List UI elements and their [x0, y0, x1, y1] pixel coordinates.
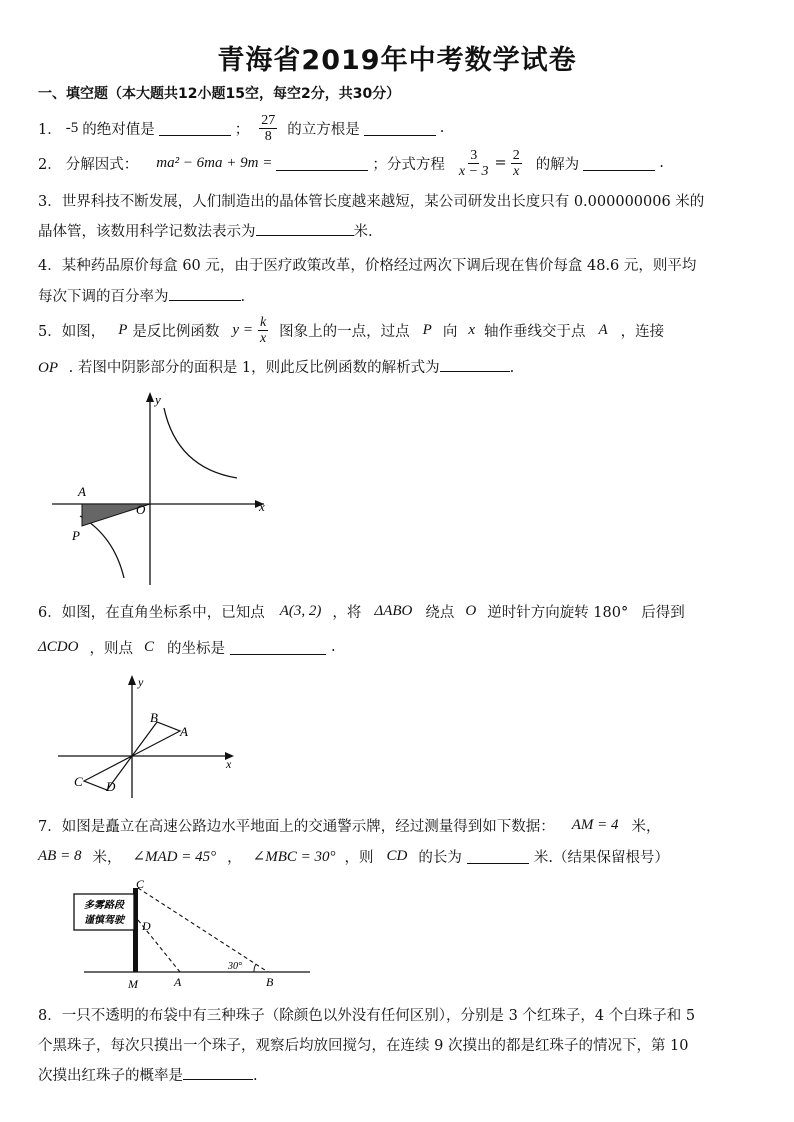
q2-fraction-2: $\frac{2}{x}$ [512, 147, 520, 179]
q6-text-g: 的坐标是 [167, 640, 225, 657]
q6-text-d: 逆时针方向旋转 180° [487, 604, 629, 621]
q8-text: 次摸出红珠子的概率是 [38, 1068, 183, 1084]
question-1 [38, 108, 444, 148]
fig2-label-b: B [150, 710, 158, 725]
fig3-label-c: C [136, 877, 145, 891]
q7-text-a: 7．如图是矗立在高速公路边水平地面上的交通警示牌，经过测量得到如下数据： [38, 818, 555, 835]
q5-end: . [509, 360, 515, 376]
q2-end: . [659, 155, 664, 171]
q5-var-x: x [468, 321, 475, 338]
q5-var-a: A [598, 321, 608, 338]
q3-unit: 米. [353, 224, 373, 240]
q1-number: 1． [38, 121, 62, 138]
fig2-label-c: C [74, 774, 83, 789]
q5-text-g: . 若图中阴影部分的面积是 1，则此反比例函数的解析式为 [68, 360, 440, 376]
q1-sep: ； [234, 121, 250, 138]
q2-text: 分解因式： [65, 156, 139, 173]
q7-blank[interactable] [467, 849, 529, 864]
q1-end: . [439, 120, 445, 136]
q7-text-e: 米.（结果保留根号） [533, 849, 669, 866]
q5-text-c: 图象上的一点，过点 [279, 323, 410, 340]
q2-number: 2． [38, 156, 62, 173]
fig2-label-a: A [180, 724, 188, 739]
q6-text-c: 绕点 [425, 604, 455, 621]
q5-text-d: 向 [442, 323, 458, 340]
q5-fraction: $\frac{k}{x}$ [259, 314, 267, 346]
q2-blank-2[interactable] [583, 156, 655, 171]
q5-var-p: P [118, 321, 128, 338]
section-heading: 一、填空题（本大题共12小题15空，每空2分，共30分） [38, 86, 401, 102]
fig2-label-x: x [226, 757, 232, 771]
q1-text: 的绝对值是 [82, 121, 155, 138]
fig1-label-a: A [78, 484, 86, 499]
q5-var-op: OP [38, 360, 58, 376]
q1-expr: -5 [65, 119, 79, 136]
q3-blank[interactable] [256, 221, 354, 236]
q2-text-2: ；分式方程 [372, 156, 445, 173]
fig1-label-x: x [259, 499, 265, 514]
q5-text-f: ，连接 [620, 323, 665, 340]
q5-line-2 [38, 356, 514, 377]
q3-line-1: 3．世界科技不断发展，人们制造出的晶体管长度越来越短，某公司研发出长度只有 0.000000006 米的 [38, 194, 705, 210]
q7-angle-mbc: ∠MBC = 30° [252, 848, 336, 865]
q8-blank[interactable] [183, 1065, 253, 1080]
q7-cd: CD [386, 847, 408, 864]
q7-unit-1: 米， [631, 818, 661, 835]
fig1-curve-q3 [80, 516, 124, 578]
q5-var-p2: P [422, 321, 432, 338]
q7-sep: ， [227, 849, 242, 866]
fig3-line-cb [138, 888, 268, 972]
figure-rotation [56, 672, 246, 802]
fig2-y-arrow [128, 675, 136, 685]
q6-line-1 [38, 598, 685, 624]
q7-angle-mad: ∠MAD = 45° [132, 848, 217, 865]
q6-text-f: ，则点 [89, 640, 133, 657]
fig3-label-d: D [142, 919, 151, 933]
figure-warning-sign [66, 876, 316, 994]
q7-am: AM = 4 [571, 816, 619, 833]
q7-unit-2: 米， [92, 849, 122, 866]
q8-line-3 [38, 1064, 258, 1085]
q5-text-b: 是反比例函数 [132, 323, 220, 340]
q8-line-1: 8．一只不透明的布袋中有三种珠子（除颜色以外没有任何区别），分别是 3 个红珠子，4 个白珠子和 5 [38, 1008, 696, 1024]
q5-line-1 [38, 310, 664, 350]
fig1-label-o: O [136, 502, 146, 517]
q4-end: . [240, 289, 246, 305]
q2-blank-1[interactable] [276, 156, 368, 171]
fig3-sign-text-2: 谨慎驾驶 [84, 915, 124, 926]
fig2-label-d: D [106, 779, 116, 794]
q4-line-1: 4．某种药品原价每盒 60 元，由于医疗政策改革，价格经过两次下调后现在售价每盒 48.6 元，则平均 [38, 258, 697, 274]
q5-func: y = [232, 321, 253, 338]
fig3-label-a: A [174, 975, 182, 989]
q6-point: A(3, 2) [279, 602, 322, 619]
q7-ab: AB = 8 [38, 847, 82, 864]
q2-text-3: 的解为 [535, 156, 580, 173]
q1-blank-2[interactable] [364, 121, 436, 136]
q8-line-2: 个黑珠子，每次只摸出一个珠子，观察后均放回搅匀，在连续 9 次摸出的都是红珠子的情况下，第 10 [38, 1038, 689, 1054]
q7-line-2 [38, 843, 669, 869]
q6-text-a: 6．如图，在直角坐标系中，已知点 [38, 604, 265, 621]
q2-fraction-1: $\frac{3}{x - 3}$ [458, 147, 489, 179]
fig3-sign-text-1: 多雾路段 [84, 900, 124, 911]
q1-blank-1[interactable] [159, 121, 231, 136]
fig3-label-angle: 30° [228, 961, 242, 972]
q6-text-e: 后得到 [641, 604, 685, 621]
figure-inverse-function [52, 390, 282, 590]
q1-fraction: $\frac{27}{8}$ [261, 112, 276, 144]
q6-var-o: O [465, 602, 477, 619]
q7-line-1 [38, 812, 661, 838]
fig1-y-arrow [146, 392, 154, 402]
q6-triangle-2: ΔCDO [38, 638, 79, 655]
q6-text-b: ，将 [332, 604, 362, 621]
q4-blank[interactable] [169, 286, 241, 301]
q2-expr: ma² − 6ma + 9m = [156, 154, 273, 171]
page-title: 青海省2019年中考数学试卷 [217, 45, 577, 76]
fig2-label-y: y [138, 675, 144, 689]
fig1-label-y: y [155, 392, 161, 407]
q6-triangle: ΔABO [374, 602, 413, 619]
q3-text: 晶体管，该数用科学记数法表示为 [38, 224, 256, 240]
fig1-label-p: P [72, 528, 80, 543]
fig3-label-b: B [266, 975, 274, 989]
q6-line-2 [38, 634, 336, 660]
q8-end: . [253, 1068, 258, 1084]
q5-text-e: 轴作垂线交于点 [484, 323, 586, 340]
q7-text-d: 的长为 [418, 849, 462, 866]
fig2-triangle-abo [132, 722, 180, 756]
q6-var-c: C [143, 638, 154, 655]
fig1-curve-q1 [164, 408, 237, 478]
q4-text: 每次下调的百分率为 [38, 289, 169, 305]
fig3-angle-arc [254, 964, 256, 972]
q6-blank[interactable] [230, 640, 326, 655]
q6-end: . [331, 639, 336, 655]
fig3-label-m: M [128, 977, 138, 991]
q1-text-2: 的立方根是 [287, 121, 360, 138]
question-2 [38, 143, 664, 183]
q2-eq: = [494, 155, 507, 171]
q5-text-a: 5．如图， [38, 323, 106, 340]
q7-text-c: ，则 [344, 849, 374, 866]
q5-blank[interactable] [440, 357, 510, 372]
q4-line-2 [38, 285, 245, 306]
q3-line-2 [38, 220, 373, 241]
